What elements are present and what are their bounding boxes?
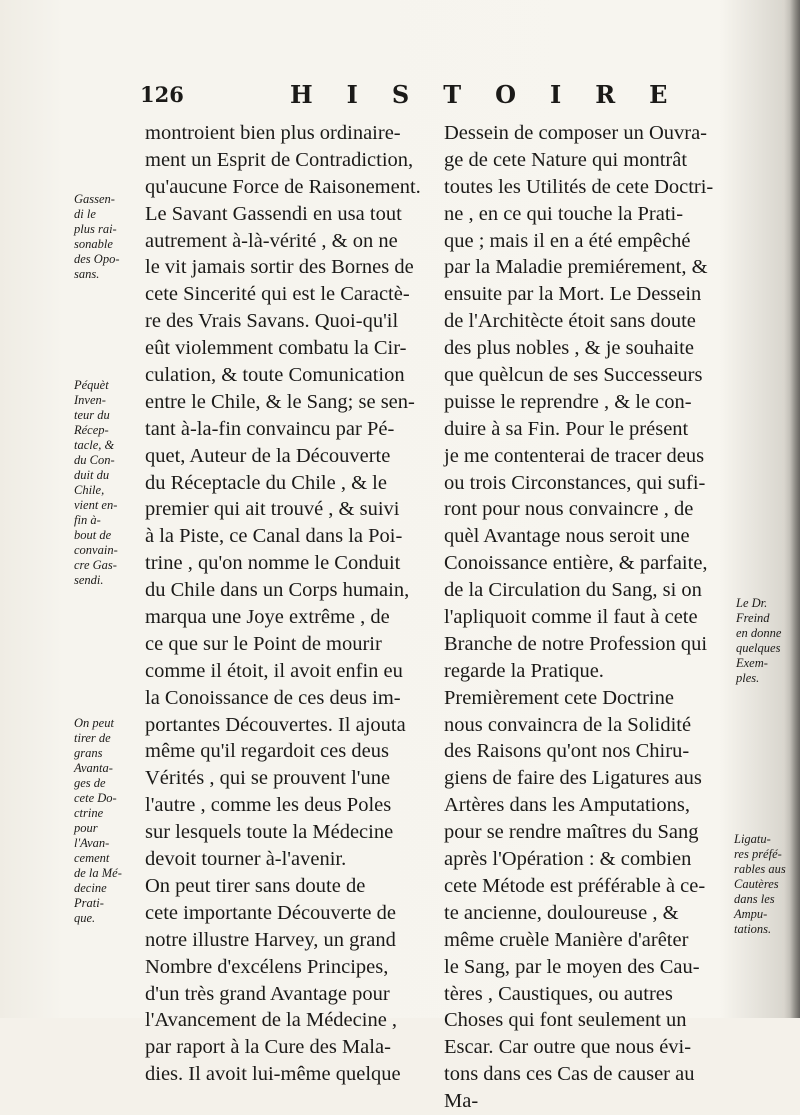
margin-note-avantages (74, 716, 122, 926)
text-line: tères , Caustiques, ou autres (444, 982, 673, 1005)
text-line: l'apliquoit comme il faut à cete (444, 606, 698, 629)
margin-note-line: des Opo- (74, 252, 120, 266)
margin-note-line: bout de (74, 528, 112, 542)
margin-note-ligatures (734, 832, 786, 937)
margin-note-line: tations. (734, 922, 772, 936)
margin-note-line: Inven- (74, 393, 106, 407)
text-line: du Chile dans un Corps humain, (145, 579, 410, 602)
margin-note-line: vient en- (74, 498, 118, 512)
running-head (140, 78, 750, 114)
text-line: Escar. Car outre que nous évi- (444, 1036, 692, 1059)
text-line: portantes Découvertes. Il ajouta (145, 713, 406, 736)
text-line: trine , qu'on nomme le Conduit (145, 552, 401, 575)
margin-note-line: Péquèt (74, 378, 109, 392)
margin-note-line: sans. (74, 267, 100, 281)
text-line: des plus nobles , & je souhaite (444, 337, 694, 360)
margin-note-line: di le (74, 207, 96, 221)
text-line: la Conoissance de ces deus im- (145, 686, 401, 709)
text-line: par la Maladie premiérement, & (444, 256, 708, 279)
text-line: ou trois Circonstances, qui sufi- (444, 471, 706, 494)
text-line: te ancienne, douloureuse , & (444, 901, 679, 924)
text-line: devoit tourner à-l'avenir. (145, 848, 347, 871)
margin-note-line: Le Dr. (736, 596, 768, 610)
text-line: à la Piste, ce Canal dans la Poi- (145, 525, 403, 548)
text-line: tant à-la-fin convaincu par Pé- (145, 417, 395, 440)
margin-note-line: Chile, (74, 483, 105, 497)
margin-note-line: res préfé- (734, 847, 782, 861)
page-number: 126 (140, 82, 184, 107)
text-line: que ; mais il en a été empêché (444, 229, 691, 252)
margin-note-line: Cautères (734, 877, 779, 891)
text-line: par raport à la Cure des Mala- (145, 1036, 391, 1059)
text-line: que quèlcun de ses Successeurs (444, 364, 703, 387)
text-line: duire à sa Fin. Pour le présent (444, 417, 689, 440)
left-text-column (145, 120, 437, 1088)
margin-note-line: sonable (74, 237, 113, 251)
text-line: d'un très grand Avantage pour (145, 982, 390, 1005)
text-line: pour se rendre maîtres du Sang (444, 821, 699, 844)
margin-note-line: du Con- (74, 453, 115, 467)
text-line: l'autre , comme les deus Poles (145, 794, 392, 817)
text-line: cete Sincerité qui est le Caractè- (145, 283, 410, 306)
text-line: le vit jamais sortir des Bornes de (145, 256, 414, 279)
margin-note-line: tirer de (74, 731, 111, 745)
text-line: après l'Opération : & combien (444, 848, 692, 871)
text-line: Ma- (444, 1090, 479, 1113)
margin-note-line: tacle, & (74, 438, 115, 452)
text-line: même qu'il regardoit ces deus (145, 740, 389, 763)
text-line: ront pour nous convaincre , de (444, 498, 694, 521)
margin-note-line: en donne (736, 626, 782, 640)
text-line: du Réceptacle du Chile , & le (145, 471, 387, 494)
text-line: Artères dans les Amputations, (444, 794, 690, 817)
margin-note-line: On peut (74, 716, 114, 730)
text-line: Premièrement cete Doctrine (444, 686, 674, 709)
text-line: quèl Avantage nous seroit une (444, 525, 690, 548)
margin-note-line: teur du (74, 408, 110, 422)
text-line: puisse le reprendre , & le con- (444, 390, 692, 413)
text-line: eût violemment combatu la Cir- (145, 337, 407, 360)
text-line: toutes les Utilités de cete Doctri- (444, 175, 714, 198)
margin-note-line: de la Mé- (74, 866, 122, 880)
text-line: je me contenterai de tracer deus (444, 444, 705, 467)
margin-note-line: Récep- (74, 423, 109, 437)
text-line: Branche de notre Profession qui (444, 632, 708, 655)
margin-note-line: Prati- (74, 896, 104, 910)
text-line: nous convaincra de la Solidité (444, 713, 692, 736)
text-line: On peut tirer sans doute de (145, 874, 366, 897)
margin-note-line: duit du (74, 468, 110, 482)
margin-note-line: cement (74, 851, 110, 865)
margin-note-line: grans (74, 746, 103, 760)
text-line: de l'Architècte étoit sans doute (444, 310, 696, 333)
margin-note-line: quelques (736, 641, 781, 655)
text-line: ge de cete Nature qui montrât (444, 148, 688, 171)
text-line: le Sang, par le moyen des Cau- (444, 955, 700, 978)
text-line: ne , en ce qui touche la Prati- (444, 202, 684, 225)
margin-note-line: sendi. (74, 573, 104, 587)
text-line: Vérités , qui se prouvent l'une (145, 767, 391, 790)
text-line: cete Métode est préférable à ce- (444, 874, 706, 897)
text-line: Dessein de composer un Ouvra- (444, 122, 708, 144)
margin-note-line: Exem- (736, 656, 768, 670)
margin-note-line: Ligatu- (734, 832, 771, 846)
text-line: giens de faire des Ligatures aus (444, 767, 702, 790)
margin-note-line: fin à- (74, 513, 101, 527)
text-line: culation, & toute Comunication (145, 364, 405, 387)
text-line: tons dans ces Cas de causer au (444, 1063, 695, 1086)
text-line: ce que sur le Point de mourir (145, 632, 382, 655)
text-line: entre le Chile, & le Sang; se sen- (145, 390, 415, 413)
text-line: Conoissance entière, & parfaite, (444, 552, 708, 575)
text-line: ment un Esprit de Contradiction, (145, 148, 414, 171)
text-line: premier qui ait trouvé , & suivi (145, 498, 400, 521)
margin-note-line: ctrine (74, 806, 104, 820)
margin-note-line: ges de (74, 776, 106, 790)
text-line: Choses qui font seulement un (444, 1009, 687, 1032)
text-line: marqua une Joye extrême , de (145, 606, 390, 629)
margin-note-line: Avanta- (74, 761, 113, 775)
margin-note-line: l'Avan- (74, 836, 110, 850)
text-line: autrement à-là-vérité , & on ne (145, 229, 398, 252)
text-line: Le Savant Gassendi en usa tout (145, 202, 402, 225)
margin-note-line: cre Gas- (74, 558, 117, 572)
margin-note-line: Freind (736, 611, 770, 625)
margin-note-line: Gassen- (74, 192, 115, 206)
margin-note-line: plus rai- (74, 222, 117, 236)
text-line: re des Vrais Savans. Quoi-qu'il (145, 310, 399, 333)
text-line: Nombre d'excélens Principes, (145, 955, 389, 978)
text-line: quet, Auteur de la Découverte (145, 444, 391, 467)
text-line: regarde la Pratique. (444, 659, 604, 682)
margin-note-line: dans les (734, 892, 775, 906)
text-line: montroient bien plus ordinaire- (145, 122, 401, 144)
margin-note-gassendi (74, 192, 119, 282)
running-title: HISTOIRE (290, 80, 702, 109)
text-line: ensuite par la Mort. Le Dessein (444, 283, 702, 306)
margin-note-line: cete Do- (74, 791, 117, 805)
margin-note-line: pour (74, 821, 98, 835)
text-line: comme il étoit, il avoit enfin eu (145, 659, 403, 682)
text-line: notre illustre Harvey, un grand (145, 928, 396, 951)
text-line: qu'aucune Force de Raisonement. (145, 175, 421, 198)
margin-note-line: que. (74, 911, 96, 925)
margin-note-line: convain- (74, 543, 118, 557)
margin-note-freind (736, 596, 781, 686)
text-line: sur lesquels toute la Médecine (145, 821, 394, 844)
text-line: de la Circulation du Sang, si on (444, 579, 702, 602)
text-line: des Raisons qu'ont nos Chiru- (444, 740, 690, 763)
text-line: cete importante Découverte de (145, 901, 396, 924)
margin-note-pequet (74, 378, 118, 588)
margin-note-line: ples. (736, 671, 760, 685)
right-text-column (444, 120, 740, 1115)
margin-note-line: Ampu- (734, 907, 768, 921)
text-line: l'Avancement de la Médecine , (145, 1009, 398, 1032)
text-line: même cruèle Manière d'arêter (444, 928, 689, 951)
page-edge-shadow (790, 0, 800, 1018)
margin-note-line: rables aus (734, 862, 786, 876)
margin-note-line: decine (74, 881, 107, 895)
text-line: dies. Il avoit lui-même quelque (145, 1063, 401, 1086)
